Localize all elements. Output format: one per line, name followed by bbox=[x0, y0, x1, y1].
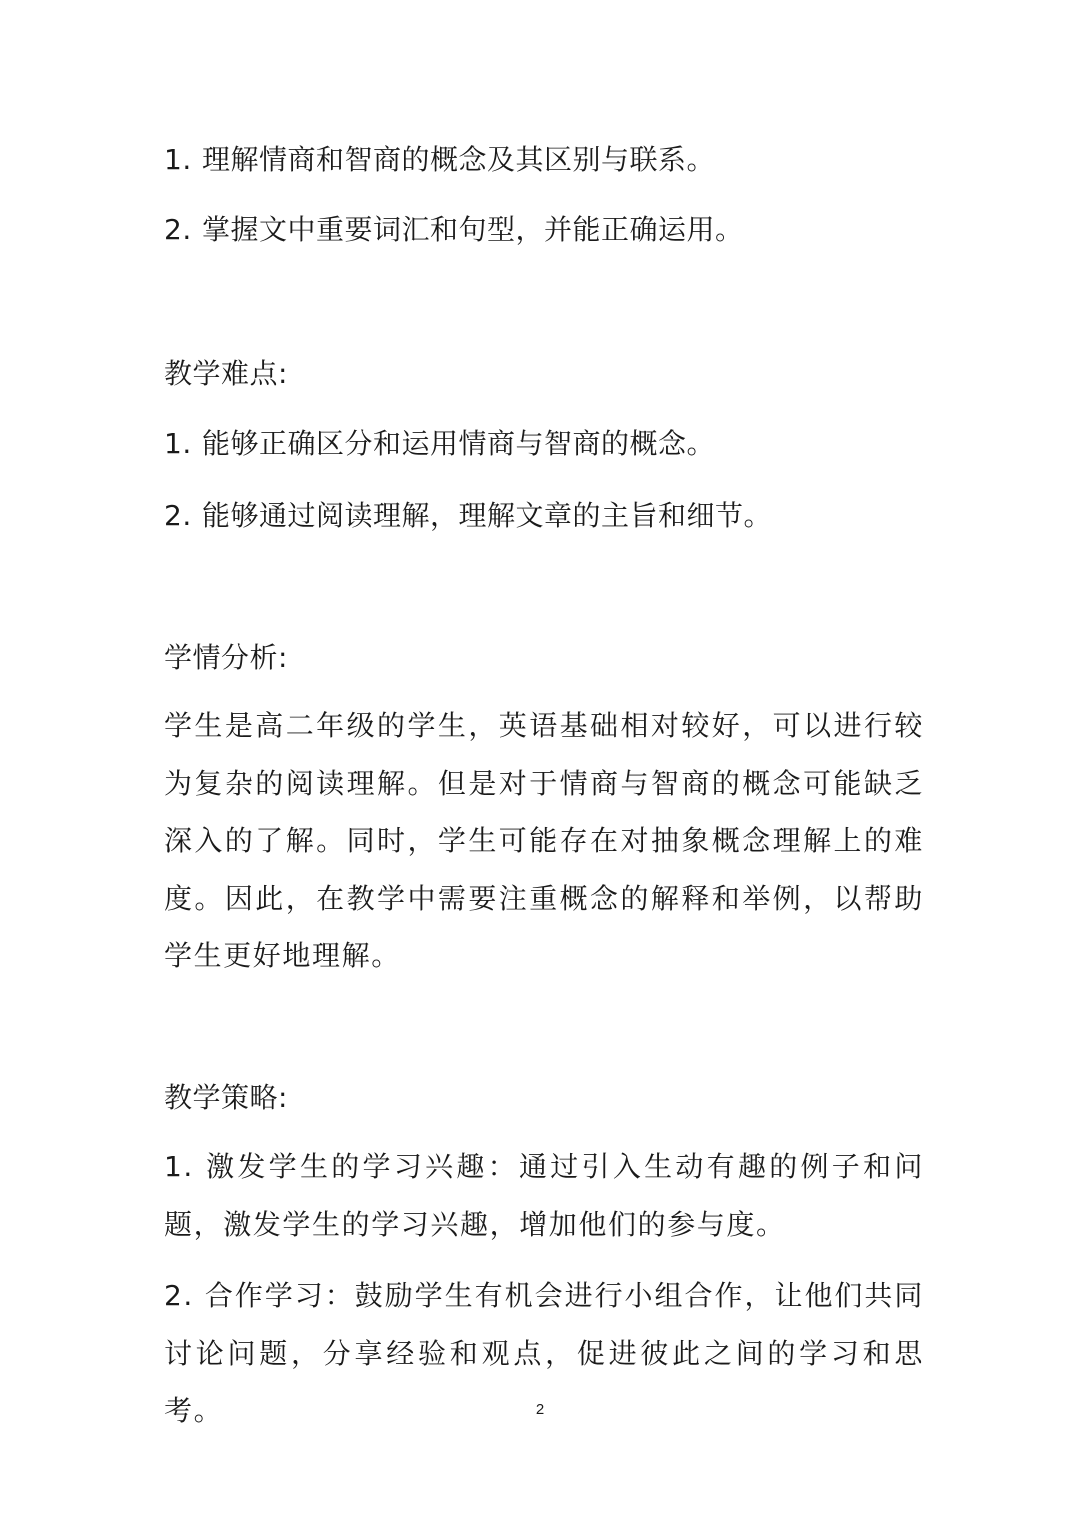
list-number: 2. bbox=[164, 213, 192, 246]
list-number: 2. bbox=[164, 1279, 194, 1312]
list-number: 1. bbox=[164, 143, 192, 176]
section-heading-difficulties: 教学难点: bbox=[164, 357, 288, 390]
list-item-text: 掌握文中重要词汇和句型，并能正确运用。 bbox=[202, 213, 744, 246]
list-item-text: 激发学生的学习兴趣：通过引入生动有趣的例子和问题，激发学生的学习兴趣，增加他们的参与度。 bbox=[164, 1150, 924, 1241]
list-number: 2. bbox=[164, 499, 192, 532]
goal-item-1 bbox=[164, 142, 924, 178]
section-heading-analysis: 学情分析: bbox=[164, 641, 288, 674]
analysis-paragraph: 学生是高二年级的学生，英语基础相对较好，可以进行较为复杂的阅读理解。但是对于情商与智商的概念可能缺乏深入的了解。同时，学生可能存在对抽象概念理解上的难度。因此，在教学中需要注重概念的解释和举例，以帮助学生更好地理解。 bbox=[164, 709, 924, 972]
list-number: 1. bbox=[164, 427, 192, 460]
difficulty-item-2 bbox=[164, 498, 924, 534]
list-item-text: 理解情商和智商的概念及其区别与联系。 bbox=[202, 143, 716, 176]
page-number: 2 bbox=[535, 1401, 545, 1418]
difficulty-item-1 bbox=[164, 426, 924, 462]
list-item-text: 能够正确区分和运用情商与智商的概念。 bbox=[202, 427, 716, 460]
list-item-text: 合作学习：鼓励学生有机会进行小组合作，让他们共同讨论问题，分享经验和观点，促进彼此之间的学习和思考。 bbox=[164, 1279, 924, 1427]
strategy-item-1 bbox=[164, 1138, 924, 1253]
list-number: 1. bbox=[164, 1150, 194, 1183]
section-heading-strategy: 教学策略: bbox=[164, 1081, 288, 1114]
goal-item-2 bbox=[164, 212, 924, 248]
list-item-text: 能够通过阅读理解，理解文章的主旨和细节。 bbox=[202, 499, 773, 532]
